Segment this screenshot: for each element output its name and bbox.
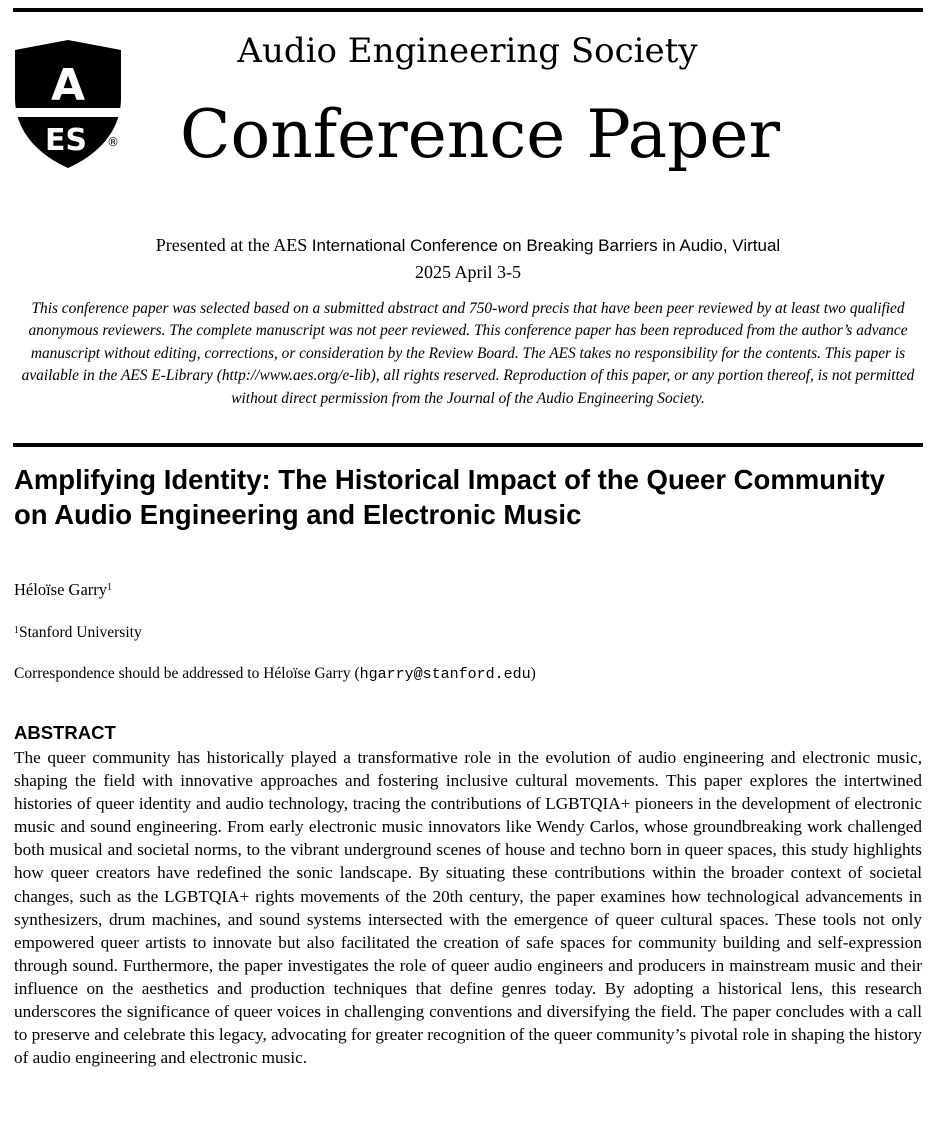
affiliation-marker: 1 (14, 625, 19, 636)
correspondence-email[interactable]: hgarry@stanford.edu (359, 666, 531, 683)
document-type: Conference Paper (180, 96, 780, 173)
presented-at (13, 232, 923, 285)
logo-letter-a: A (50, 60, 86, 111)
registered-mark: ® (107, 135, 119, 149)
top-rule (13, 8, 923, 12)
abstract-body: The queer community has historically played a transformative role in the evolution of audio engineering and electronic music, shaping the field with innovative approaches and fostering inclusive cultural movements. This paper explores the intertwined histories of queer identity and audio technology, tracing the contributions of LGBTQIA+ pioneers in the development of electronic music and sound engineering. From early electronic music innovators like Wendy Carlos, whose groundbreaking work challenged both musical and societal norms, to the vibrant underground scenes of house and techno born in queer spaces, this study highlights how queer creators have redefined the sonic landscape. By situating these contributions within the broader context of societal changes, such as the LGBTQIA+ rights movements of the 20th century, the paper examines how technological advancements in synthesizers, drum machines, and sound systems intersected with the emergence of queer cultural spaces. These tools not only empowered queer artists to innovate but also facilitated the creation of safe spaces for community building and self-expression through sound. Furthermore, the paper investigates the role of queer audio engineers and producers in mainstream music and their influence on the aesthetics and production techniques that define genres today. By adopting a historical lens, this research underscores the significance of queer voices in challenging conventions and diversifying the field. The paper concludes with a call to preserve and celebrate this legacy, advocating for greater recognition of the queer community’s pivotal role in shaping the history of audio engineering and electronic music. (14, 748, 922, 1068)
correspondence-line (14, 662, 536, 687)
section-rule (13, 443, 923, 447)
author-name: Héloïse Garry (14, 580, 108, 599)
affiliation-line (14, 621, 142, 645)
abstract-heading: ABSTRACT (14, 722, 116, 743)
conference-name: International Conference on Breaking Barriers in Audio, Virtual (311, 236, 781, 255)
conference-date: 2025 April 3-5 (415, 262, 521, 282)
affiliation-name: Stanford University (19, 624, 142, 641)
presented-prefix: Presented at the AES (155, 235, 312, 255)
society-name: Audio Engineering Society (237, 31, 698, 71)
review-notice: This conference paper was selected based on a submitted abstract and 750-word precis that have been peer reviewed by at least two qualified anonymous reviewers. The complete manuscript was not peer reviewed. This conference paper has been reproduced from the author’s advance manuscript without editing, corrections, or consideration by the Review Board. The AES takes no responsibility for the contents. This paper is available in the AES E-Library (http://www.aes.org/e-lib), all rights reserved. Reproduction of this paper, or any portion thereof, is not permitted without direct permission from the Journal of the Audio Engineering Society. (21, 300, 915, 407)
paper-title: Amplifying Identity: The Historical Impact of the Queer Community on Audio Engineering and Electronic Music (14, 464, 885, 530)
correspondence-prefix: Correspondence should be addressed to Héloïse Garry ( (14, 665, 360, 682)
logo-letters-es: ES (44, 123, 88, 158)
author-affiliation-marker: 1 (107, 582, 113, 593)
aes-logo (13, 40, 125, 170)
author-line (14, 578, 112, 602)
presented-line (13, 232, 923, 259)
correspondence-suffix: ) (530, 665, 536, 682)
